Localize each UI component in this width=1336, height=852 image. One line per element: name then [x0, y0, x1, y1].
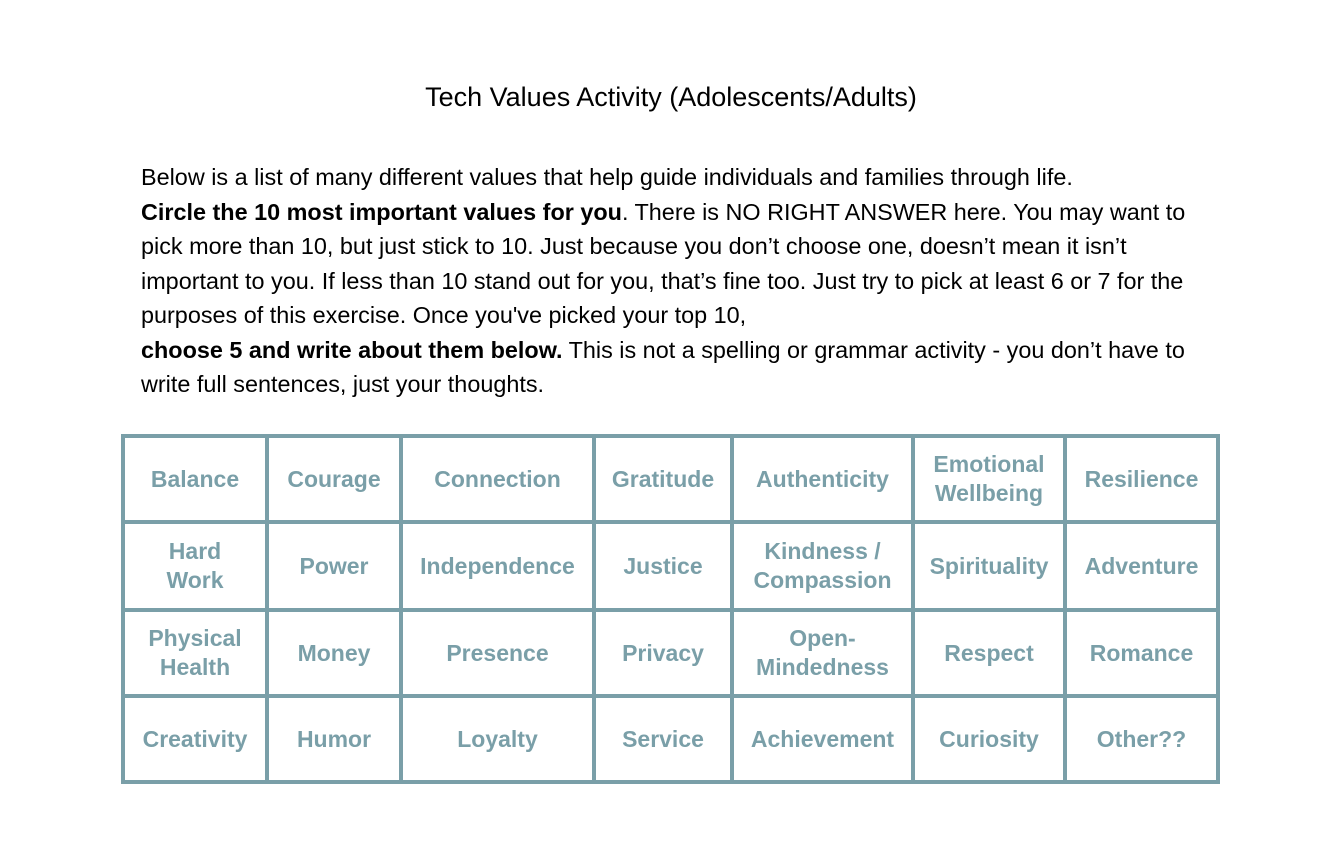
value-cell[interactable]: [594, 436, 732, 522]
value-cell[interactable]: [1065, 610, 1218, 696]
value-label: Service: [622, 725, 704, 752]
value-label: Connection: [434, 465, 561, 492]
value-cell[interactable]: [267, 610, 401, 696]
value-cell[interactable]: [401, 696, 594, 782]
value-label: Hard Work: [166, 538, 224, 593]
value-cell[interactable]: [1065, 436, 1218, 522]
value-cell[interactable]: [732, 696, 913, 782]
value-label: Presence: [446, 639, 549, 666]
value-cell[interactable]: [594, 522, 732, 610]
table-row: [123, 610, 1218, 696]
value-label: Other??: [1096, 725, 1187, 752]
value-label: Courage: [287, 465, 381, 492]
value-label: Justice: [623, 552, 703, 579]
value-cell[interactable]: [913, 522, 1065, 610]
value-cell[interactable]: [732, 522, 913, 610]
value-label: Spirituality: [929, 552, 1049, 579]
value-label: Privacy: [622, 639, 704, 666]
table-row: [123, 436, 1218, 522]
value-cell[interactable]: [267, 696, 401, 782]
intro-text-3: This is not a spelling or grammar activity - you don’t have to write full sentences, just your thoughts.: [141, 336, 1185, 397]
value-label: Gratitude: [611, 465, 715, 492]
value-label: Authenticity: [756, 465, 889, 492]
value-cell[interactable]: [732, 610, 913, 696]
value-label: Physical Health: [148, 625, 242, 680]
value-cell[interactable]: [913, 696, 1065, 782]
value-cell[interactable]: [123, 610, 267, 696]
value-cell[interactable]: [594, 696, 732, 782]
value-cell[interactable]: [913, 436, 1065, 522]
value-label: Power: [299, 552, 369, 579]
value-label: Money: [297, 639, 371, 666]
value-label: Respect: [944, 639, 1034, 666]
value-label: Kindness / Compassion: [753, 538, 892, 593]
value-cell[interactable]: [1065, 696, 1218, 782]
value-cell[interactable]: [732, 436, 913, 522]
intro-bold-instruction-1: Circle the 10 most important values for you: [141, 198, 622, 225]
value-cell[interactable]: [401, 610, 594, 696]
value-label: Achievement: [750, 725, 895, 752]
values-table: [121, 434, 1220, 784]
intro-text-2: . There is NO RIGHT ANSWER here. You may want to pick more than 10, but just stick to 10. Just because you don’t choose one, doesn’t mean it isn’t important to you. If less than 10 stand out for you, that’s fine too. Just try to pick at least 6 or 7 for the purposes of this exercise. Once you've picked your top 10,: [141, 198, 1186, 328]
intro-text-1: Below is a list of many different values that help guide individuals and families through life.: [141, 164, 1073, 190]
value-cell[interactable]: [267, 436, 401, 522]
value-cell[interactable]: [594, 610, 732, 696]
instructions-paragraph: [141, 160, 1221, 402]
value-label: Curiosity: [939, 725, 1039, 752]
intro-bold-instruction-2: choose 5 and write about them below.: [141, 336, 563, 363]
value-cell[interactable]: [123, 436, 267, 522]
value-label: Resilience: [1084, 465, 1199, 492]
value-cell[interactable]: [401, 522, 594, 610]
value-cell[interactable]: [123, 696, 267, 782]
value-label: Open- Mindedness: [756, 625, 889, 680]
value-label: Humor: [296, 725, 372, 752]
value-cell[interactable]: [913, 610, 1065, 696]
value-cell[interactable]: [1065, 522, 1218, 610]
page-title: Tech Values Activity (Adolescents/Adults): [425, 82, 917, 112]
value-cell[interactable]: [267, 522, 401, 610]
value-label: Loyalty: [457, 725, 538, 752]
value-label: Creativity: [142, 725, 248, 752]
table-row: [123, 696, 1218, 782]
table-row: [123, 522, 1218, 610]
value-label: Romance: [1089, 639, 1194, 666]
value-cell[interactable]: [123, 522, 267, 610]
value-label: Emotional Wellbeing: [933, 451, 1045, 506]
value-label: Independence: [420, 552, 575, 579]
value-label: Adventure: [1084, 552, 1199, 579]
value-cell[interactable]: [401, 436, 594, 522]
value-label: Balance: [150, 465, 240, 492]
